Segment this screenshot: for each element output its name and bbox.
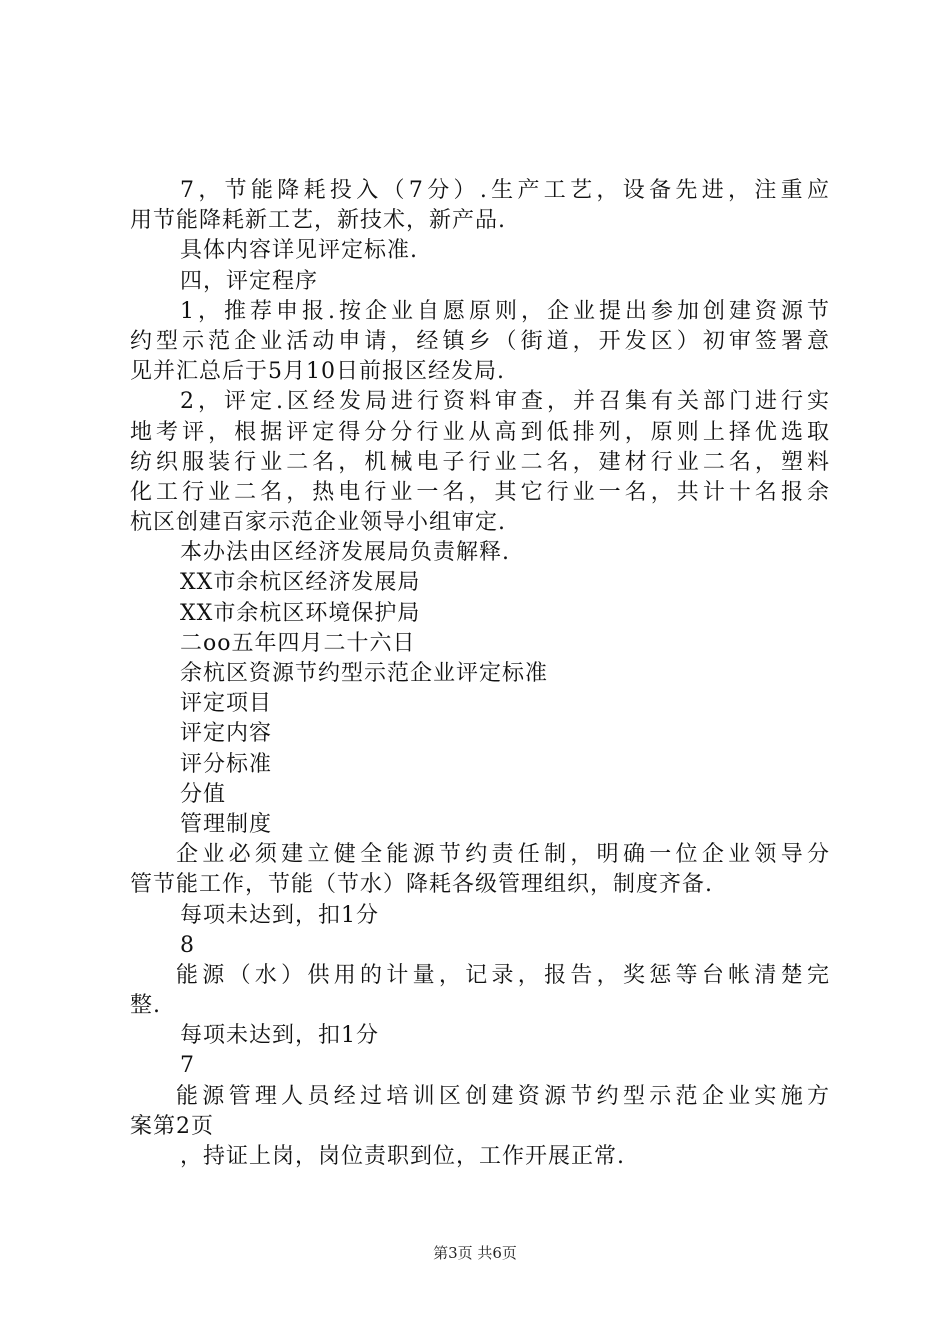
table-cell: 管理制度 (180, 811, 273, 837)
paragraph-line: 纺织服装行业二名，机械电子行业二名，建材行业二名，塑料 (130, 449, 830, 475)
table-cell: 案第2页 (130, 1113, 214, 1139)
table-cell: 每项未达到，扣1分 (180, 902, 379, 928)
paragraph-line: 7，节能降耗投入（7分）.生产工艺，设备先进，注重应 (180, 178, 830, 203)
paragraph-line: 2，评定.区经发局进行资料审查，并召集有关部门进行实 (180, 389, 830, 415)
paragraph-line: 化工行业二名，热电行业一名，其它行业一名，共计十名报余 (130, 479, 830, 505)
paragraph-line: 本办法由区经济发展局负责解释. (180, 540, 510, 566)
table-cell: 企业必须建立健全能源节约责任制，明确一位企业领导分 (176, 842, 830, 868)
table-cell: 8 (180, 932, 195, 958)
paragraph-line: 用节能降耗新工艺，新技术，新产品. (130, 208, 506, 234)
section-heading: 四，评定程序 (180, 268, 319, 294)
table-title: 余杭区资源节约型示范企业评定标准 (180, 661, 549, 686)
table-header-cell: 评分标准 (180, 751, 273, 777)
issuer-line: XX市余杭区经济发展局 (180, 570, 421, 596)
document-body (130, 176, 830, 1172)
paragraph-line: 1，推荐申报.按企业自愿原则，企业提出参加创建资源节 (180, 298, 830, 324)
paragraph-line: 见并汇总后于5月10日前报区经发局. (130, 359, 505, 385)
table-cell: 整. (130, 993, 161, 1019)
table-cell: ，持证上岗，岗位责职到位，工作开展正常. (180, 1144, 625, 1169)
page-number: 第3页 共6页 (433, 1244, 517, 1262)
table-cell: 每项未达到，扣1分 (180, 1023, 379, 1049)
table-cell: 能源（水）供用的计量，记录，报告，奖惩等台帐清楚完 (176, 962, 830, 988)
table-header-cell: 分值 (180, 781, 227, 807)
issuer-line: XX市余杭区环境保护局 (180, 600, 421, 626)
date-line: 二oo五年四月二十六日 (180, 630, 416, 656)
table-header-cell: 评定项目 (180, 691, 273, 717)
table-cell: 管节能工作，节能（节水）降耗各级管理组织，制度齐备. (130, 872, 713, 898)
table-cell: 7 (180, 1053, 195, 1079)
table-header-cell: 评定内容 (180, 721, 273, 747)
paragraph-line: 约型示范企业活动申请，经镇乡（街道，开发区）初审签署意 (130, 328, 830, 354)
paragraph-line: 地考评，根据评定得分分行业从高到低排列，原则上择优选取 (130, 419, 830, 445)
paragraph-line: 具体内容详见评定标准. (180, 238, 418, 264)
paragraph-line: 杭区创建百家示范企业领导小组审定. (130, 510, 506, 536)
table-cell: 能源管理人员经过培训区创建资源节约型示范企业实施方 (176, 1083, 830, 1109)
